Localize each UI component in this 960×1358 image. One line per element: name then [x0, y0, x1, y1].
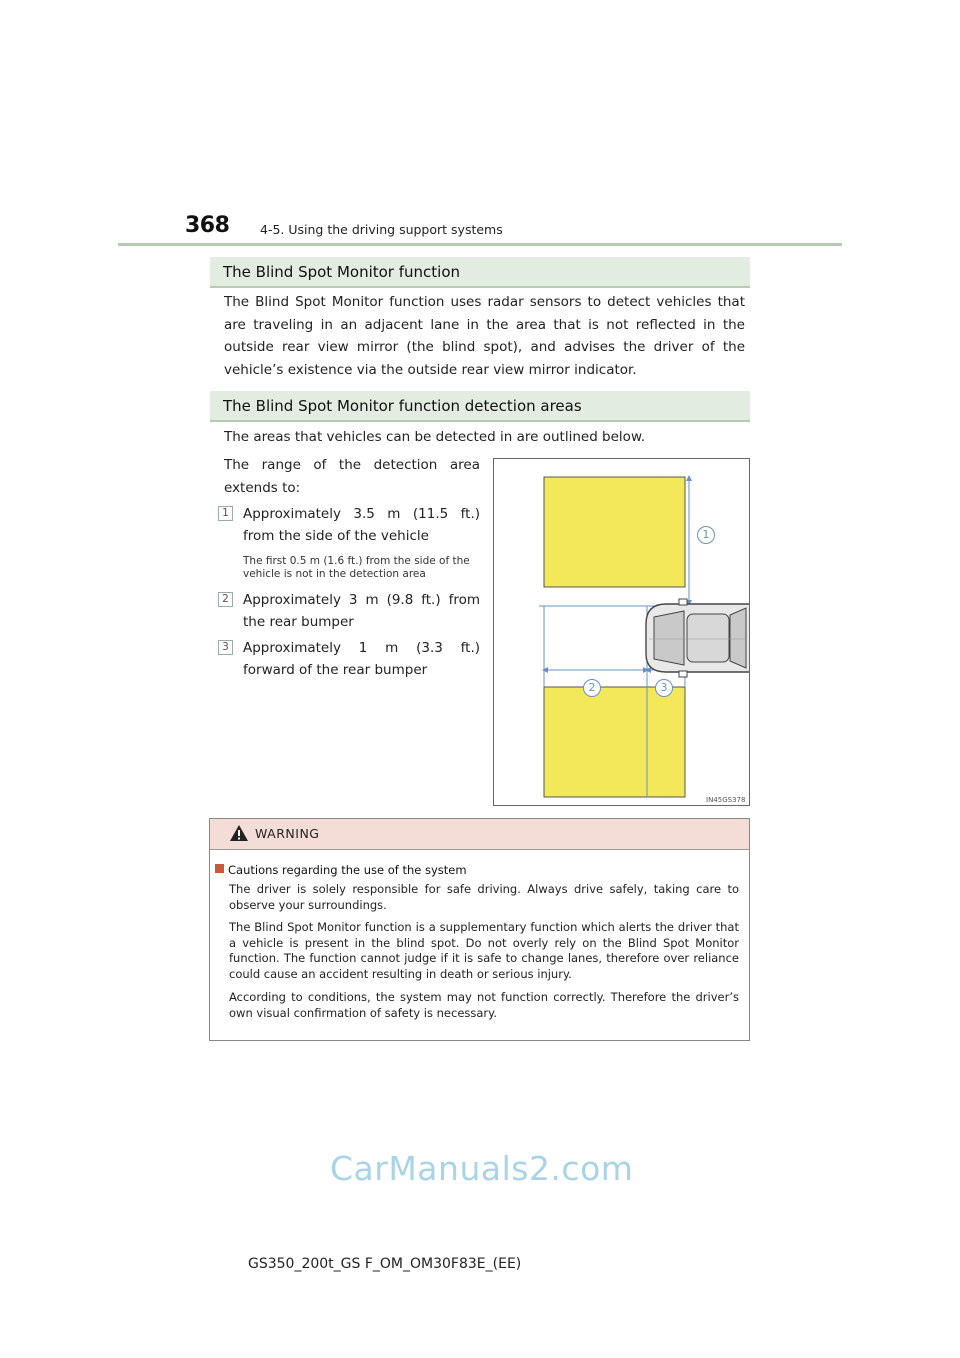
callout-label-3: 3 — [660, 681, 668, 694]
item-note-1: The first 0.5 m (1.6 ft.) from the side of the vehicle is not in the detection area — [243, 555, 470, 580]
warning-paragraph-2: The Blind Spot Monitor function is a supplementary function which alerts the driver that a vehicle is present in the blind spot. Do not overly rely on the Blind Spot Monitor function. The function cannot judge if it is safe to change lanes, therefore over reliance could cause an accident resulting in death or serious injury. — [229, 920, 739, 981]
bullet-square-icon — [215, 864, 224, 873]
footer-manual-code: GS350_200t_GS F_OM_OM30F83E_(EE) — [248, 1256, 522, 1272]
detection-zone-upper — [544, 477, 685, 587]
callout-label-2: 2 — [588, 681, 596, 694]
item-number-2: 2 — [218, 592, 233, 607]
item-text-1: Approximately 3.5 m (11.5 ft.) from the side of the vehicle — [243, 506, 480, 544]
warning-header — [210, 819, 749, 850]
item-text-3: Approximately 1 m (3.3 ft.) forward of the rear bumper — [243, 640, 480, 678]
range-lead: The range of the detection area extends to: — [224, 457, 480, 496]
section2-intro: The areas that vehicles can be detected in are outlined below. — [224, 429, 646, 445]
section-heading-text: The Blind Spot Monitor function detection areas — [223, 397, 582, 415]
item-text-2: Approximately 3 m (9.8 ft.) from the rear bumper — [243, 592, 480, 630]
warning-title: WARNING — [255, 826, 320, 841]
callout-label-1: 1 — [702, 528, 710, 541]
arrowhead-3-left — [645, 667, 651, 673]
warning-triangle-icon — [229, 824, 249, 842]
car-top-view — [646, 599, 749, 677]
page-number: 368 — [185, 213, 230, 238]
header-rule — [118, 243, 842, 246]
detection-area-figure — [493, 458, 750, 806]
arrowhead-2-left — [542, 667, 548, 673]
item-number-1: 1 — [218, 506, 233, 521]
arrowhead-top — [686, 475, 692, 481]
warning-subheading: Cautions regarding the use of the system — [228, 863, 467, 877]
section-heading-text: The Blind Spot Monitor function — [223, 263, 461, 281]
chapter-title: 4-5. Using the driving support systems — [260, 222, 503, 237]
warning-box — [209, 818, 750, 1041]
detection-zone-lower — [544, 687, 685, 797]
warning-paragraph-3: According to conditions, the system may not function correctly. Therefore the driver’s own visual confirmation of safety is necessary. — [229, 990, 739, 1020]
figure-code: IN45GS378 — [706, 796, 746, 804]
item-number-3: 3 — [218, 640, 233, 655]
section-heading-bsm-function — [210, 257, 750, 288]
section-heading-detection-areas — [210, 391, 750, 422]
section1-body: The Blind Spot Monitor function uses radar sensors to detect vehicles that are traveling in an adjacent lane in the area that is not reflected in the outside rear view mirror (the blind spot), and advises the driver of the vehicle’s existence via the outside rear view mirror indicator. — [224, 294, 745, 378]
warning-paragraph-1: The driver is solely responsible for safe driving. Always drive safely, taking care to observe your surroundings. — [229, 882, 739, 912]
watermark-text: CarManuals2.com — [330, 1149, 634, 1188]
detection-diagram — [494, 459, 749, 805]
